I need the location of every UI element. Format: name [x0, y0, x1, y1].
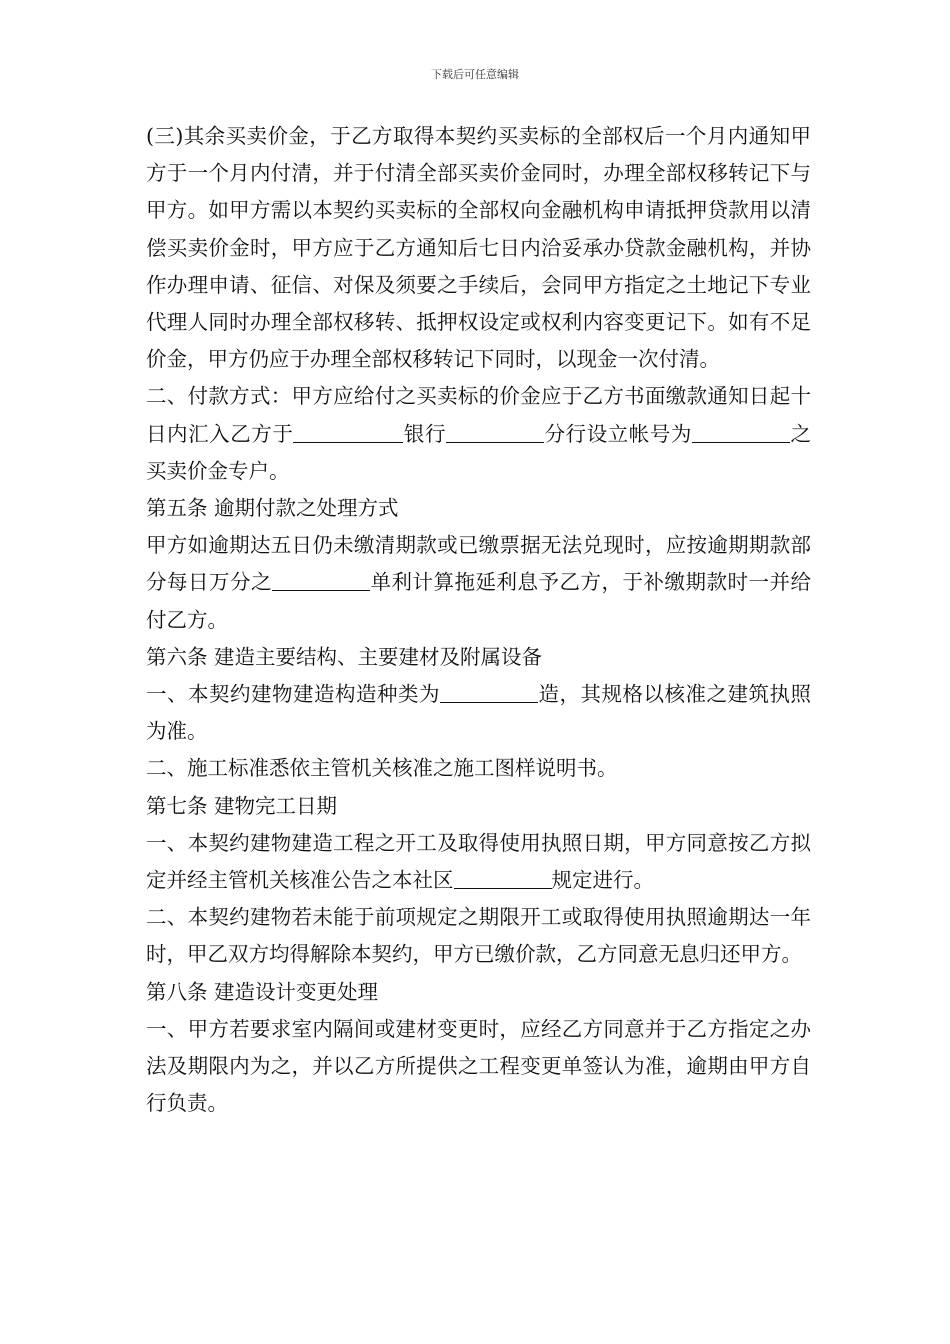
article-6-heading: 第六条 建造主要结构、主要建材及附属设备: [146, 644, 543, 669]
paragraph-start-date: [146, 825, 811, 899]
start-date-text-1: 一、本契约建物建造工程之开工及取得使用执照日期，甲方同意按乙方拟定并经主管机关核准公告之本社区: [146, 830, 811, 893]
branch-name-blank: [446, 420, 544, 443]
late-payment-text-1: 甲方如逾期达五日仍未缴清期款或已缴票据无法兑现时，应按逾期期款部分每日万分之: [146, 533, 811, 595]
paragraph-payment-method: [146, 378, 811, 490]
paragraph-balance-payment: (三)其余买卖价金，于乙方取得本契约买卖标的全部权后一个月内通知甲方于一个月内付清，并于付清全部买卖价金同时，办理全部权移转记下与甲方。如甲方需以本契约买卖标的全部权向金融机构申请抵押贷款用以清偿买卖价金时，甲方应于乙方通知后七日内洽妥承办贷款金融机构，并协作办理申请、征信、对保及须要之手续后，会同甲方指定之土地记下专业代理人同时办理全部权移转、抵押权设定或权利内容变更记下。如有不足价金，甲方仍应于办理全部权移转记下同时，以现金一次付清。: [146, 124, 811, 372]
paragraph-construction-standard: 二、施工标准悉依主管机关核准之施工图样说明书。: [146, 756, 618, 781]
article-7-heading: 第七条 建物完工日期: [146, 793, 338, 818]
structure-type-text-2: 造，其规格以核准之建筑执照为准。: [146, 682, 811, 744]
paragraph-delay-termination: 二、本契约建物若未能于前项规定之期限开工或取得使用执照逾期达一年时，甲乙双方均得解除本契约，甲方已缴价款，乙方同意无息归还甲方。: [146, 905, 811, 967]
payment-method-text-3: 分行设立帐号为: [544, 421, 692, 446]
interest-rate-blank: [272, 568, 370, 591]
paragraph-structure-type: [146, 676, 811, 750]
structure-type-blank: [440, 680, 538, 703]
start-date-text-2: 规定进行。: [551, 868, 654, 893]
structure-type-text-1: 一、本契约建物建造构造种类为: [146, 682, 440, 707]
payment-method-text-4: 之买卖价金专户。: [146, 421, 812, 483]
bank-name-blank: [293, 420, 403, 443]
payment-method-text-2: 银行: [403, 421, 447, 446]
late-payment-text-2: 单利计算拖延利息予乙方，于补缴期款时一并给付乙方。: [146, 570, 811, 632]
article-5-heading: 第五条 逾期付款之处理方式: [146, 496, 399, 521]
page-header-note: 下载后可任意编辑: [431, 68, 519, 81]
community-name-blank: [454, 866, 552, 889]
article-8-heading: 第八条 建造设计变更处理: [146, 979, 379, 1004]
account-number-blank-start: [692, 420, 702, 443]
account-number-blank: [702, 420, 790, 443]
payment-method-text-1: 二、付款方式：甲方应给付之买卖标的价金应于乙方书面缴款通知日起十日内汇入乙方于: [146, 384, 811, 446]
paragraph-design-change: 一、甲方若要求室内隔间或建材变更时，应经乙方同意并于乙方指定之办法及期限内为之，并以乙方所提供之工程变更单签认为准，逾期由甲方自行负责。: [146, 1016, 811, 1116]
paragraph-late-payment: [146, 527, 811, 639]
document-body: [146, 118, 811, 1122]
